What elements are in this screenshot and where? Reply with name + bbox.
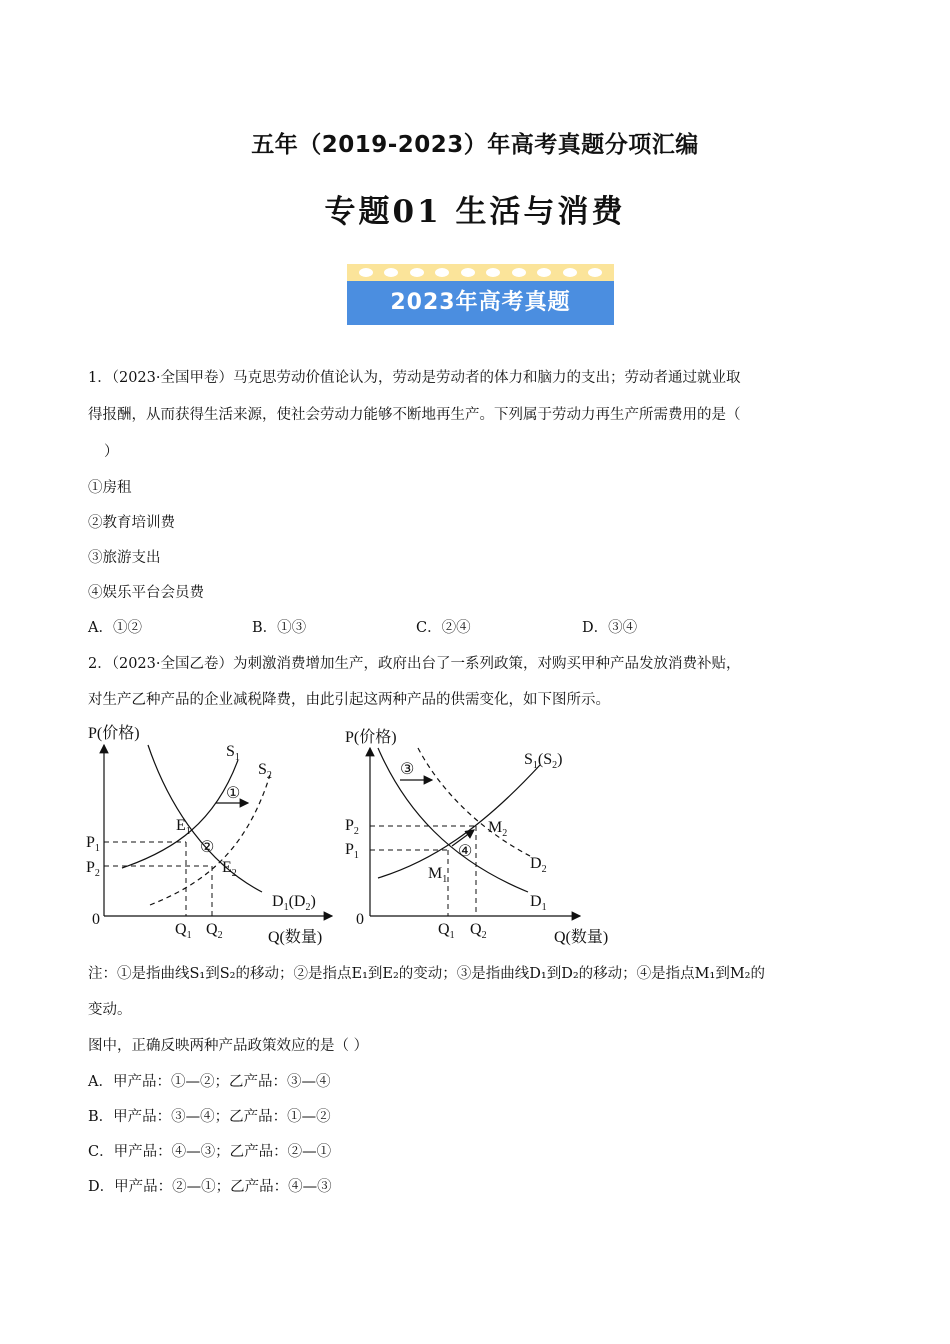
right-p1-label: $P_1$ xyxy=(345,841,359,861)
left-p2-label: $P_2$ xyxy=(86,859,100,879)
q2-note-line2: 变动。 xyxy=(88,1002,132,1018)
q1-stem-line1: 1．（2023·全国甲卷）马克思劳动价值论认为，劳动是劳动者的体力和脑力的支出；劳动者通过就业取 xyxy=(88,370,741,386)
right-x-label: Q(数量) xyxy=(554,929,609,946)
right-origin: 0 xyxy=(356,911,364,928)
q2-option-b[interactable]: B．甲产品：③—④；乙产品：①—② xyxy=(88,1109,331,1125)
q2-option-d[interactable]: D．甲产品：②—①；乙产品：④—③ xyxy=(88,1179,332,1195)
right-supply-s1 xyxy=(378,765,540,878)
q1-item-1: ①房租 xyxy=(88,480,132,496)
page-title: 五年（2019-2023）年高考真题分项汇编 xyxy=(251,132,699,158)
right-q1-label: $Q_1$ xyxy=(438,921,455,941)
q1-option-b[interactable]: B．①③ xyxy=(252,620,307,636)
right-m2-label: $M_2$ xyxy=(488,819,508,839)
q1-stem-line2: 得报酬，从而获得生活来源，使社会劳动力能够不断地再生产。下列属于劳动力再生产所需费用的是（ xyxy=(88,407,741,423)
q1-option-d[interactable]: D．③④ xyxy=(582,620,638,636)
right-y-label: P(价格) xyxy=(345,729,397,746)
right-q2-label: $Q_2$ xyxy=(470,921,487,941)
left-demand-curve xyxy=(148,745,262,892)
right-d1-label: $D_1$ xyxy=(530,893,547,913)
left-q2-label: $Q_2$ xyxy=(206,921,223,941)
right-p2-label: $P_2$ xyxy=(345,817,359,837)
q2-stem-line2: 对生产乙种产品的企业减税降费，由此引起这两种产品的供需变化，如下图所示。 xyxy=(88,692,610,708)
left-d-label: $D_1(D_2)$ xyxy=(272,893,316,913)
left-x-label: Q(数量) xyxy=(268,929,323,946)
q1-item-2: ②教育培训费 xyxy=(88,515,175,531)
left-y-label: P(价格) xyxy=(88,725,140,742)
left-mark-2: ② xyxy=(200,839,215,856)
right-demand-d2 xyxy=(418,748,530,856)
right-s-label: $S_1(S_2)$ xyxy=(524,751,563,771)
q2-note-line1: 注：①是指曲线S₁到S₂的移动；②是指点E₁到E₂的变动；③是指曲线D₁到D₂的移动；④是指点M₁到M₂的 xyxy=(88,966,765,982)
topic-title: 专题01 生活与消费 xyxy=(324,194,626,230)
left-e2-label: $E_2$ xyxy=(222,859,237,879)
left-s2-label: $S_2$ xyxy=(258,761,272,781)
q1-stem-line3: ） xyxy=(104,444,119,460)
banner-label: 2023年高考真题 xyxy=(347,281,614,325)
left-p1-label: $P_1$ xyxy=(86,834,100,854)
q1-item-4: ④娱乐平台会员费 xyxy=(88,585,204,601)
q1-option-c[interactable]: C．②④ xyxy=(416,620,471,636)
q2-option-a[interactable]: A．甲产品：①—②；乙产品：③—④ xyxy=(88,1074,331,1090)
left-graph xyxy=(86,724,332,946)
right-m1-label: $M_1$ xyxy=(428,865,448,885)
left-e1-label: $E_1$ xyxy=(176,817,191,837)
right-mark-4: ④ xyxy=(458,843,473,860)
right-mark-3: ③ xyxy=(400,761,415,778)
right-d2-label: $D_2$ xyxy=(530,855,547,875)
q2-option-c[interactable]: C．甲产品：④—③；乙产品：②—① xyxy=(88,1144,332,1160)
left-s1-label: $S_1$ xyxy=(226,743,240,763)
q1-option-a[interactable]: A．①② xyxy=(88,620,142,636)
left-q1-label: $Q_1$ xyxy=(175,921,192,941)
left-origin: 0 xyxy=(92,911,100,928)
q2-prompt: 图中，正确反映两种产品政策效应的是（ ） xyxy=(88,1038,369,1054)
left-mark-1: ① xyxy=(226,785,241,802)
right-graph xyxy=(345,728,608,946)
q2-stem-line1: 2．（2023·全国乙卷）为刺激消费增加生产，政府出台了一系列政策，对购买甲种产品发放消费补贴， xyxy=(88,656,741,672)
q1-item-3: ③旅游支出 xyxy=(88,550,161,566)
